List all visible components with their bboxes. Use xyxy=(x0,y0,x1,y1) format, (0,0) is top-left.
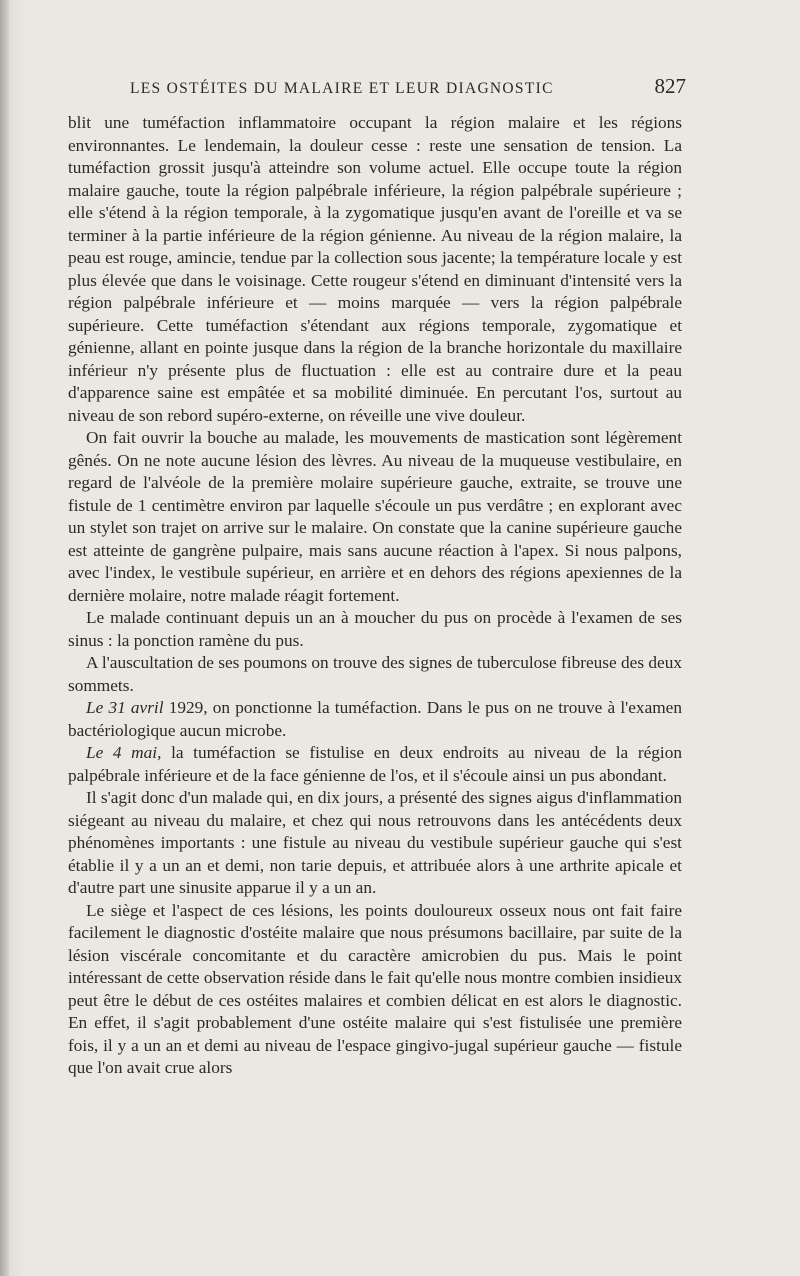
date-label: Le 4 mai, xyxy=(86,743,162,762)
paragraph-8: Le siège et l'aspect de ces lésions, les points douloureux osseux nous ont fait faire facilement le diagnostic d'ostéite malaire que nous présumons bacillaire, par suite de la lésion viscérale concomitante et du caractère amicrobien du pus. Mais le point intéressant de cette observation réside dans le fait qu'elle nous montre combien insidieux peut être le début de ces ostéites malaires et combien délicat en est alors le diagnostic. En effet, il s'agit probablement d'une ostéite malaire qui s'est fistulisée une première fois, il y a un an et demi au niveau de l'espace gingivo-jugal supérieur gauche — fistule que l'on avait crue alors xyxy=(68,900,682,1077)
paragraph-5-text: 1929, on ponctionne la tuméfaction. Dans le pus on ne trouve à l'examen bactériologique aucun microbe. xyxy=(68,698,682,740)
paragraph-1: blit une tuméfaction inflammatoire occupant la région malaire et les régions environnantes. Le lendemain, la douleur cesse : reste une sensation de tension. La tuméfaction grossit jusqu'à atteindre son volume actuel. Elle occupe toute la région malaire gauche, toute la région palpébrale inférieure, la région palpébrale supérieure ; elle s'étend à la région temporale, à la zygomatique jusqu'en avant de l'oreille et va se terminer à la partie inférieure de la région génienne. Au niveau de la région malaire, la peau est rouge, amincie, tendue par la collection sous jacente; la température locale y est plus élevée que dans le voisinage. Cette rougeur s'étend en diminuant d'intensité vers la région palpébrale inférieure et — moins marquée — vers la région palpébrale supérieure. Cette tuméfaction s'étendant aux régions temporale, zygomatique et génienne, allant en pointe jusque dans la région de la branche horizontale du maxillaire inférieur n'y présente plus de fluctuation : elle est au contraire dure et la peau d'apparence saine est empâtée et sa mobilité diminuée. En percutant l'os, surtout au niveau de son rebord supéro-externe, on réveille une vive douleur. xyxy=(68,113,682,425)
paragraph-5 xyxy=(68,697,682,742)
paragraph-2: On fait ouvrir la bouche au malade, les mouvements de mastication sont légèrement gênés. On ne note aucune lésion des lèvres. Au niveau de la muqueuse vestibulaire, en regard de l'alvéole de la première molaire supérieure gauche, extraite, se trouve une fistule de 1 centimètre environ par laquelle s'écoule un pus verdâtre ; en explorant avec un stylet son trajet on arrive sur le malaire. On constate que la canine supérieure gauche est atteinte de gangrène pulpaire, mais sans aucune réaction à l'apex. Si nous palpons, avec l'index, le vestibule supérieur, en arrière et en dehors des régions apexiennes de la dernière molaire, notre malade réagit fortement. xyxy=(68,428,682,605)
page-header xyxy=(130,74,686,99)
book-spine-shadow xyxy=(0,0,9,1276)
paragraph-4: A l'auscultation de ses poumons on trouve des signes de tuberculose fibreuse des deux sommets. xyxy=(68,653,682,695)
body-text xyxy=(68,112,682,1080)
date-label: Le 31 avril xyxy=(86,698,164,717)
page-number: 827 xyxy=(654,74,686,98)
paragraph-6 xyxy=(68,742,682,787)
running-head: LES OSTÉITES DU MALAIRE ET LEUR DIAGNOSTIC xyxy=(130,80,554,97)
paragraph-7: Il s'agit donc d'un malade qui, en dix jours, a présenté des signes aigus d'inflammation siégeant au niveau du malaire, et chez qui nous retrouvons dans les antécédents deux phénomènes importants : une fistule au niveau du vestibule supérieur gauche qui s'est établie il y a un an et demi, non tarie depuis, et attribuée alors à une arthrite apicale et d'autre part une sinusite apparue il y a un an. xyxy=(68,788,682,897)
paragraph-3: Le malade continuant depuis un an à moucher du pus on procède à l'examen de ses sinus : la ponction ramène du pus. xyxy=(68,608,682,650)
paragraph-6-text: la tuméfaction se fistulise en deux endroits au niveau de la région palpébrale inférieure et de la face génienne de l'os, et il s'écoule ainsi un pus abondant. xyxy=(68,743,682,785)
